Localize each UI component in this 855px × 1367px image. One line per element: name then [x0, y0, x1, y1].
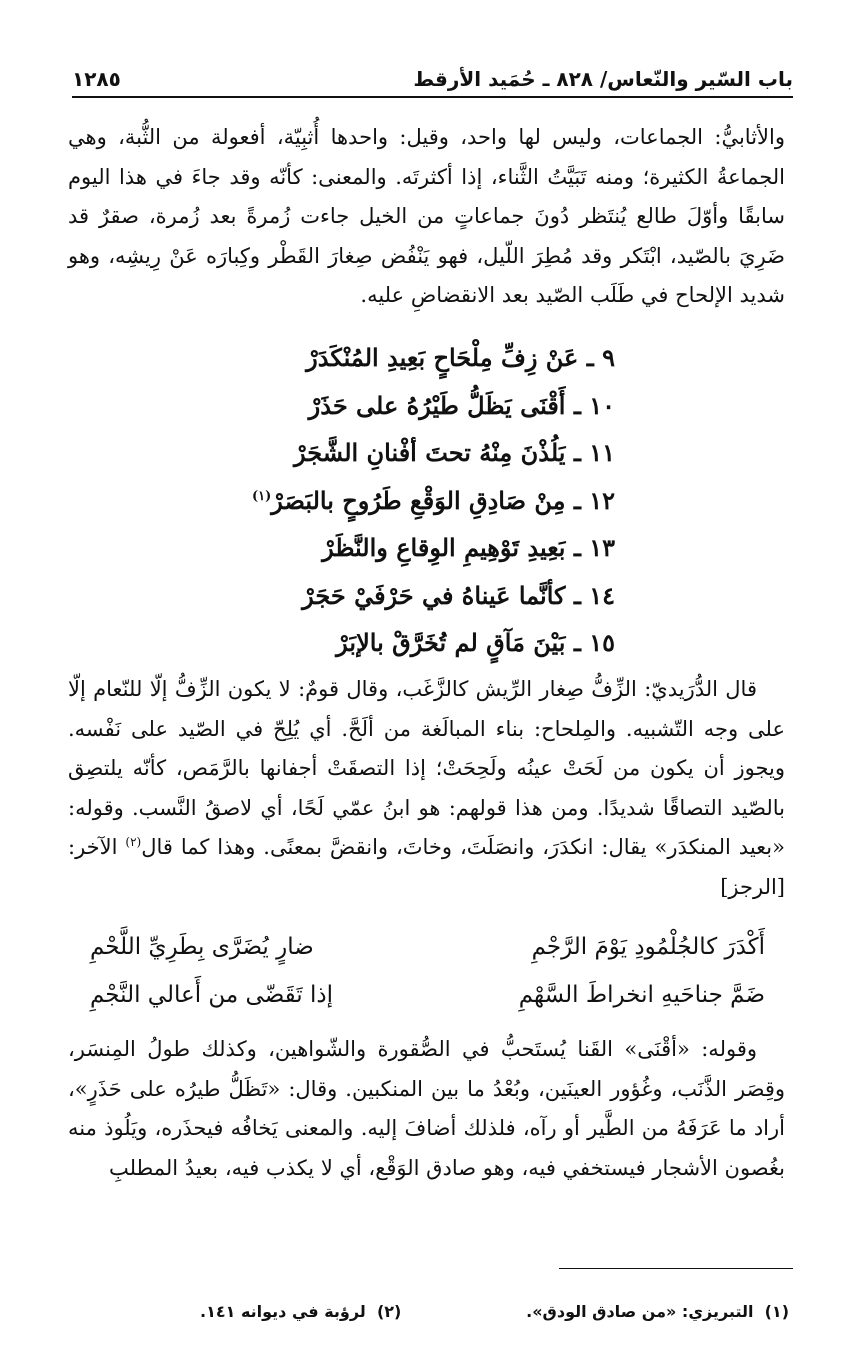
- verse-line: ٩ ـ عَنْ زِفِّ مِلْحَاحٍ بَعِيدِ المُنْكَدَرْ: [306, 343, 615, 372]
- footnote-marker: (١): [251, 488, 272, 504]
- hemistich-first: أَكْدَرَ كالجُلْمُودِ يَوْمَ الرَّجْمِ: [531, 934, 765, 960]
- poem-verses: [200, 334, 615, 667]
- commentary-paragraph-2: [68, 670, 785, 907]
- page-number: ١٢٨٥: [72, 67, 121, 91]
- verse-text: مِنْ صَادِقِ الوَقْعِ طَرُوحٍ بالبَصَرْ: [271, 485, 566, 515]
- verse-line: ١٢ ـ مِنْ صَادِقِ الوَقْعِ طَرُوحٍ بالبَصَرْ$^{(١)}$: [251, 485, 615, 515]
- verse-number: ١١: [589, 438, 615, 467]
- footnote-marker: (٢): [125, 835, 142, 849]
- verse-number: ١٣: [589, 533, 615, 562]
- verse-number: ١٤: [589, 580, 615, 610]
- verse-line: ١٠ ـ أَقْنَى يَظَلُّ طَيْرُهُ على حَذَرْ: [308, 390, 615, 420]
- verse-text: يَلُذْنَ مِنْهُ تحتَ أفْنانِ الشَّجَرْ: [294, 438, 566, 467]
- paragraph-text: [68, 670, 785, 907]
- footnote-1: [526, 1302, 789, 1321]
- footnote-divider: [559, 1268, 793, 1269]
- verse-text: عَنْ زِفِّ مِلْحَاحٍ بَعِيدِ المُنْكَدَرْ: [306, 343, 579, 372]
- paragraph-text: والأثابيُّ: الجماعات، وليس لها واحد، وقيل: واحدها أُثبِيّة، أفعولة من الثُّبة، وهي الجماعةُ الكثيرة؛ ومنه تَبَيَّتُ الثَّناء، إذا أكثرتَه. والمعنى: كأنّه وقد جاءَ في هذا اليوم سابقًا وأوّلَ طالع يُنتَظر دُونَ جماعاتٍ من الخيل جاءت زُمرةً بعد زُمرة، صقرٌ قد ضَرِيَ بالصّيد، ابْتَكر وقد مُطِرَ اللّيل، فهو يَنْفُض صِغارَ القَطْر وكِبارَه عَنْ رِيشِه، وهو شديد الإلحاح في طَلَب الصّيد بعد الانقضاضِ عليه.: [68, 125, 785, 307]
- verse-number: ١٠: [589, 390, 615, 420]
- verse-text: بَعِيدِ تَوْهِيمِ الوِقاعِ والنَّظَرْ: [322, 533, 566, 562]
- verse-text: بَيْنَ مَآقٍ لم تُخَرَّقْ بالإبَرْ: [336, 628, 566, 657]
- chapter-title: باب السّير والنّعاس/ ٨٢٨ ـ حُمَيد الأرقط: [413, 67, 793, 91]
- commentary-paragraph-3: [68, 1030, 785, 1188]
- verse-line: ١٥ ـ بَيْنَ مَآقٍ لم تُخَرَّقْ بالإبَرْ: [336, 628, 615, 657]
- paragraph-body: قال الدُّرَيديّ: الزِّفُّ صِغار الرِّيش كالزَّغَب، وقال قومٌ: لا يكون الزِّفُّ إلّا للنّعام إلّا على وجه التّشبيه. والمِلحاح: بناء المبالَغة من ألَحَّ. أي يُلِحّ في الصّيد على نَفْسه. ويجوز أن يكون من لَحَتْ عينُه ولَحِحَتْ؛ إذا التصقَتْ أجفانها بالرَّمَص، كأنّه يلتصِق بالصّيد التصاقًا شديدًا. ومن هذا قولهم: هو ابنُ عمّي لَحًا، أي لاصقُ النَّسب. وقوله: «بعيد المنكدَر» يقال: انكدَرَ، وانصَلَتَ، وخاتَ، وانقضَّ بمعنًى. وهذا كما قال: [68, 677, 785, 859]
- verse-text: أَقْنَى يَظَلُّ طَيْرُهُ على حَذَرْ: [308, 390, 566, 420]
- footnote-text: لرؤبة في ديوانه ١٤١.: [200, 1301, 366, 1321]
- hemistich-second: إذا تَقَضّى من أَعالي النَّجْمِ: [90, 982, 334, 1008]
- verse-line: ١١ ـ يَلُذْنَ مِنْهُ تحتَ أفْنانِ الشَّجَرْ: [294, 438, 615, 467]
- verse-line: ١٣ ـ بَعِيدِ تَوْهِيمِ الوِقاعِ والنَّظَرْ: [322, 533, 615, 562]
- rajaz-couplet: [90, 924, 765, 970]
- footnote-number: (١): [764, 1301, 789, 1321]
- footnote-text: التبريزي: «من صادق الودق».: [526, 1301, 754, 1321]
- hemistich-first: ضَمَّ جناحَيهِ انخراطَ السَّهْمِ: [518, 982, 765, 1008]
- meter-label: الآخر: [الرجز]: [68, 835, 785, 899]
- paragraph-text: وقوله: «أقْنَى» القَنا يُستَحبُّ في الصُّقورة والشّواهين، وكذلك طولُ المِنسَر، وقِصَر الذَّنَب، وغُؤور العينَين، وبُعْدُ ما بين المنكبين. وقال: «تَظَلُّ طيرُه على حَذَرٍ»، أراد ما عَرَفَهُ من الطَّير أو رآه، فلذلك أضافَ إليه. والمعنى يَخافُه فيحذَره، ويَلُوذ منه بغُصون الأشجار فيستخفي فيه، وهو صادق الوَقْع، أي لا يكذب فيه، بعيدُ المطلبِ: [68, 1037, 785, 1180]
- verse-line: ١٤ ـ كأنَّما عَيناهُ في حَرْفَيْ حَجَرْ: [302, 580, 615, 610]
- footnotes: [200, 1296, 789, 1326]
- hemistich-second: ضارٍ يُضَرَّى بِطَرِيِّ اللَّحْمِ: [90, 934, 314, 960]
- verse-number: ٩: [602, 343, 615, 372]
- footnote-2: [200, 1302, 401, 1321]
- commentary-paragraph-1: [68, 118, 785, 316]
- footnote-number: (٢): [376, 1301, 402, 1321]
- verse-number: ١٢: [589, 485, 615, 515]
- verse-number: ١٥: [589, 628, 615, 657]
- verse-text: كأنَّما عَيناهُ في حَرْفَيْ حَجَرْ: [302, 580, 566, 610]
- rajaz-couplet: [90, 972, 765, 1018]
- running-header: [72, 62, 793, 98]
